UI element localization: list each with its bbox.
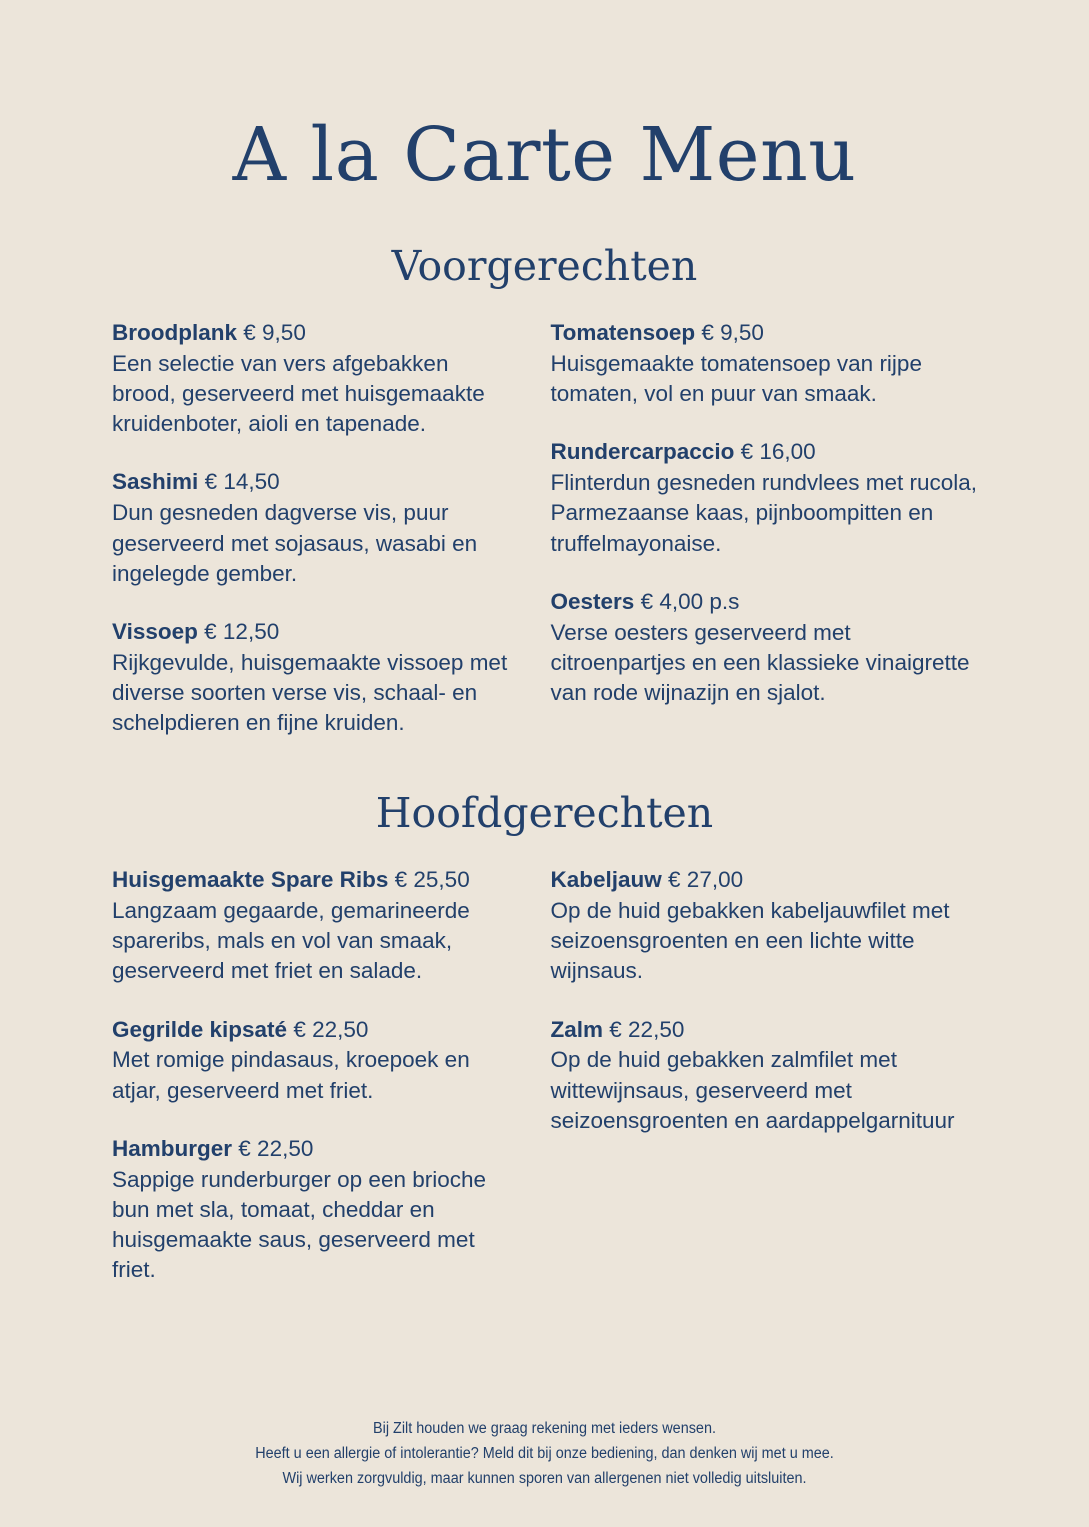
allergy-notice-line-2: Heeft u een allergie of intolerantie? Meld dit bij onze bediening, dan denken wij met u mee. — [255, 1444, 834, 1462]
dish-price: € 4,00 p.s — [640, 588, 740, 614]
dish-heading — [551, 318, 990, 348]
dish-description: Op de huid gebakken kabeljauwfilet met seizoensgroenten en een lichte witte wijnsaus. — [550, 898, 950, 984]
dish-heading — [551, 865, 990, 895]
menu-item-sashimi — [112, 467, 511, 588]
dish-heading — [551, 587, 990, 617]
dish-name: Vissoep — [112, 618, 198, 644]
allergy-notice-line-3: Wij werken zorgvuldig, maar kunnen sporen van allergenen niet volledig uitsluiten. — [282, 1469, 807, 1487]
dish-price: € 22,50 — [609, 1016, 685, 1042]
voorgerechten-right-column — [545, 318, 1034, 738]
dish-name: Sashimi — [112, 469, 199, 495]
dish-heading — [112, 318, 511, 348]
dish-price: € 12,50 — [204, 618, 280, 644]
dish-name: Kabeljauw — [550, 867, 662, 893]
section-hoofdgerechten — [56, 738, 1033, 1285]
menu-item-broodplank — [112, 318, 511, 439]
section-heading-hoofdgerechten: Hoofdgerechten — [375, 789, 714, 838]
dish-description: Met romige pindasaus, kroepoek en atjar, geserveerd met friet. — [112, 1047, 470, 1103]
dish-name: Broodplank — [112, 320, 238, 346]
dish-heading — [112, 617, 511, 647]
dish-name: Rundercarpaccio — [550, 439, 735, 465]
dish-description: Huisgemaakte tomatensoep van rijpe tomaten, vol en puur van smaak. — [550, 351, 922, 407]
voorgerechten-left-column — [56, 318, 545, 738]
menu-item-rundercarpaccio — [551, 437, 990, 558]
dish-name: Huisgemaakte Spare Ribs — [112, 867, 389, 893]
dish-price: € 16,00 — [740, 439, 816, 465]
dish-description: Flinterdun gesneden rundvlees met rucola, Parmezaanse kaas, pijnboompitten en truffelmayonaise. — [550, 470, 978, 556]
dish-name: Zalm — [550, 1016, 604, 1042]
section-voorgerechten — [56, 192, 1033, 738]
dish-heading — [551, 437, 990, 467]
dish-price: € 25,50 — [394, 867, 470, 893]
dish-price: € 22,50 — [293, 1016, 369, 1042]
hoofdgerechten-right-column — [545, 865, 1034, 1285]
dish-price: € 9,50 — [243, 320, 306, 346]
section-heading-voorgerechten: Voorgerechten — [391, 242, 698, 290]
dish-heading — [551, 1015, 990, 1045]
menu-item-hamburger — [112, 1134, 511, 1285]
allergy-notice — [38, 1416, 1051, 1491]
menu-item-spare-ribs — [112, 865, 511, 986]
menu-item-zalm — [551, 1015, 990, 1136]
dish-description: Een selectie van vers afgebakken brood, geserveerd met huisgemaakte kruidenboter, aioli en tapenade. — [112, 351, 485, 437]
dish-heading — [112, 865, 511, 895]
hoofdgerechten-columns — [56, 836, 1033, 1285]
dish-description: Dun gesneden dagverse vis, puur geserveerd met sojasaus, wasabi en ingelegde gember. — [112, 500, 478, 586]
dish-name: Oesters — [550, 588, 635, 614]
dish-name: Tomatensoep — [550, 320, 696, 346]
allergy-notice-line-1: Bij Zilt houden we graag rekening met ieders wensen. — [373, 1419, 716, 1437]
voorgerechten-columns — [56, 289, 1033, 738]
dish-description: Sappige runderburger op een brioche bun met sla, tomaat, cheddar en huisgemaakte saus, geserveerd met friet. — [112, 1166, 487, 1283]
dish-description: Op de huid gebakken zalmfilet met wittewijnsaus, geserveerd met seizoensgroenten en aardappelgarnituur — [550, 1047, 955, 1133]
dish-heading — [112, 1015, 511, 1045]
dish-name: Hamburger — [112, 1135, 233, 1161]
dish-heading — [112, 1134, 511, 1164]
dish-description: Verse oesters geserveerd met citroenpartjes en een klassieke vinaigrette van rode wijnazijn en sjalot. — [550, 619, 970, 705]
hoofdgerechten-left-column — [56, 865, 545, 1285]
dish-price: € 22,50 — [238, 1135, 314, 1161]
page-title: A la Carte Menu — [232, 112, 857, 198]
dish-price: € 27,00 — [668, 867, 744, 893]
menu-item-vissoep — [112, 617, 511, 738]
dish-description: Rijkgevulde, huisgemaakte vissoep met diverse soorten verse vis, schaal- en schelpdieren en fijne kruiden. — [112, 649, 508, 735]
dish-heading — [112, 467, 511, 497]
dish-price: € 14,50 — [204, 469, 280, 495]
dish-price: € 9,50 — [701, 320, 764, 346]
menu-item-tomatensoep — [551, 318, 990, 409]
menu-item-oesters — [551, 587, 990, 708]
menu-item-kabeljauw — [551, 865, 990, 986]
menu-item-gegrilde-kipsate — [112, 1015, 511, 1106]
dish-description: Langzaam gegaarde, gemarineerde spareribs, mals en vol van smaak, geserveerd met friet en salade. — [112, 898, 470, 984]
dish-name: Gegrilde kipsaté — [112, 1016, 288, 1042]
